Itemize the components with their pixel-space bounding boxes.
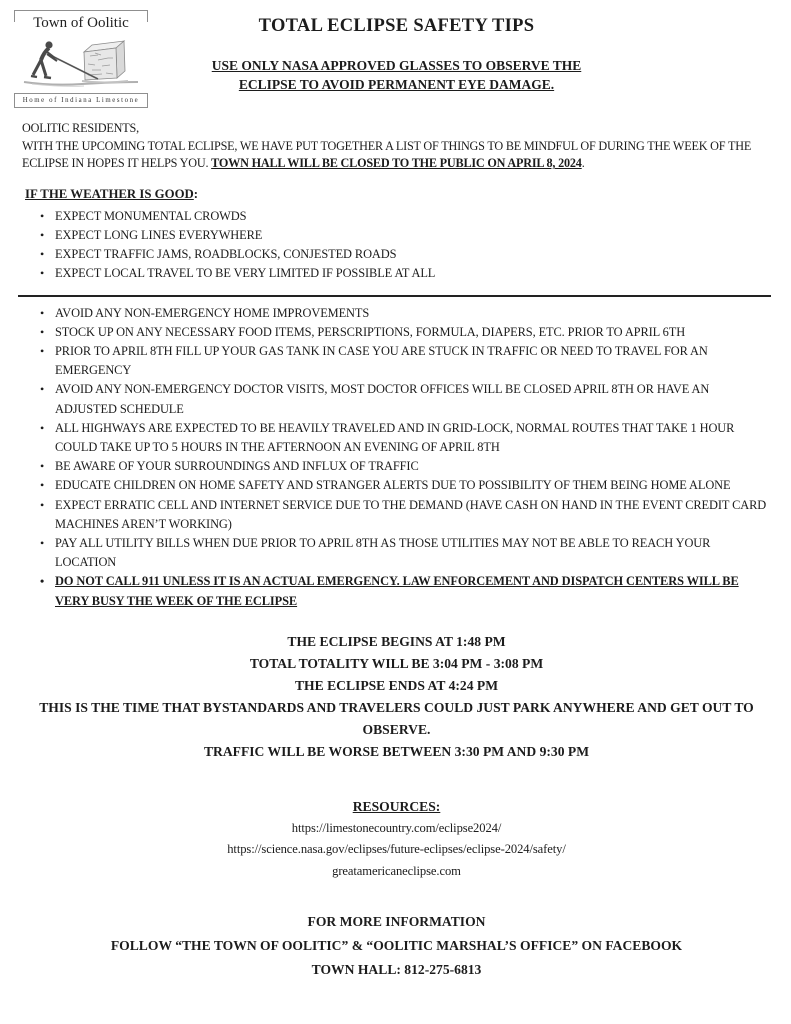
- list-item: • EXPECT TRAFFIC JAMS, ROADBLOCKS, CONJESTED ROADS: [55, 245, 771, 264]
- warning-line-2: ECLIPSE TO AVOID PERMANENT EYE DAMAGE.: [238, 77, 555, 92]
- list-item: • PAY ALL UTILITY BILLS WHEN DUE PRIOR TO APRIL 8TH AS THOSE UTILITIES MAY NOT BE ABLE TO REACH YOUR LOCATION: [55, 534, 771, 572]
- footer-contact-info: [22, 910, 771, 982]
- weather-heading-text: IF THE WEATHER IS GOOD: [25, 186, 194, 201]
- list-item: • EXPECT LOCAL TRAVEL TO BE VERY LIMITED IF POSSIBLE AT ALL: [55, 264, 771, 283]
- intro-body: [22, 138, 771, 173]
- footer-line: TOWN HALL: 812-275-6813: [311, 962, 482, 978]
- page-title: TOTAL ECLIPSE SAFETY TIPS: [258, 16, 535, 36]
- footer-line: FOLLOW “THE TOWN OF OOLITIC” & “OOLITIC MARSHAL’S OFFICE” ON FACEBOOK: [110, 938, 683, 954]
- safety-tips-list: [22, 304, 771, 611]
- weather-section: [22, 187, 771, 284]
- intro-paragraph: [22, 120, 771, 173]
- list-item: • EXPECT LONG LINES EVERYWHERE: [55, 226, 771, 245]
- safety-tips-section: [22, 304, 771, 611]
- list-item: • BE AWARE OF YOUR SURROUNDINGS AND INFLUX OF TRAFFIC: [55, 457, 771, 476]
- schedule-line: TOTAL TOTALITY WILL BE 3:04 PM - 3:08 PM: [249, 655, 544, 671]
- resources-section: [22, 796, 771, 883]
- list-item: • AVOID ANY NON-EMERGENCY HOME IMPROVEMENTS: [55, 304, 771, 323]
- resource-url-nasa: https://science.nasa.gov/eclipses/future-eclipses/eclipse-2024/safety/: [227, 842, 566, 857]
- warning-line-1: USE ONLY NASA APPROVED GLASSES TO OBSERVE THE: [211, 58, 582, 73]
- town-logo: [14, 10, 148, 108]
- schedule-line: THE ECLIPSE ENDS AT 4:24 PM: [294, 677, 499, 693]
- weather-expectations-list: [22, 207, 771, 284]
- section-divider: [18, 295, 771, 297]
- limestone-worker-illustration: [18, 36, 144, 90]
- emergency-911-warning-item: • DO NOT CALL 911 UNLESS IT IS AN ACTUAL EMERGENCY. LAW ENFORCEMENT AND DISPATCH CENTERS WILL BE VERY BUSY THE WEEK OF THE ECLIPSE: [55, 572, 771, 610]
- logo-tagline: Home of Indiana Limestone: [14, 93, 148, 108]
- resource-url-greatamericaneclipse: greatamericaneclipse.com: [332, 863, 461, 878]
- list-item: • EDUCATE CHILDREN ON HOME SAFETY AND STRANGER ALERTS DUE TO POSSIBILITY OF THEM BEING HOME ALONE: [55, 476, 771, 495]
- list-item: • STOCK UP ON ANY NECESSARY FOOD ITEMS, PERSCRIPTIONS, FORMULA, DIAPERS, ETC. PRIOR TO APRIL 6TH: [55, 323, 771, 342]
- list-item: • AVOID ANY NON-EMERGENCY DOCTOR VISITS, MOST DOCTOR OFFICES WILL BE CLOSED APRIL 8TH OR HAVE AN ADJUSTED SCHEDULE: [55, 380, 771, 418]
- intro-body-text: WITH THE UPCOMING TOTAL ECLIPSE, WE HAVE PUT TOGETHER A LIST OF THINGS TO BE MINDFUL OF DURING THE WEEK OF THE ECLIPSE IN HOPES IT HELPS YOU.: [22, 138, 752, 171]
- logo-town-name: Town of Oolitic: [14, 10, 148, 34]
- schedule-line: THE ECLIPSE BEGINS AT 1:48 PM: [287, 633, 506, 649]
- list-item: • EXPECT ERRATIC CELL AND INTERNET SERVICE DUE TO THE DEMAND (HAVE CASH ON HAND IN THE EVENT CREDIT CARD MACHINES AREN’T WORKING): [55, 496, 771, 534]
- list-item: • EXPECT MONUMENTAL CROWDS: [55, 207, 771, 226]
- town-hall-closure-notice: TOWN HALL WILL BE CLOSED TO THE PUBLIC ON APRIL 8, 2024: [211, 156, 582, 171]
- resources-heading: RESOURCES:: [352, 798, 441, 814]
- closure-period: .: [581, 156, 585, 171]
- schedule-line: TRAFFIC WILL BE WORSE BETWEEN 3:30 PM AND 9:30 PM: [203, 743, 590, 759]
- schedule-line: THIS IS THE TIME THAT BYSTANDARDS AND TRAVELERS COULD JUST PARK ANYWHERE AND GET OUT TO OBSERVE.: [39, 699, 754, 737]
- weather-section-heading: [22, 187, 771, 202]
- footer-line: FOR MORE INFORMATION: [307, 914, 486, 930]
- list-item: • PRIOR TO APRIL 8TH FILL UP YOUR GAS TANK IN CASE YOU ARE STUCK IN TRAFFIC OR NEED TO TRAVEL FOR AN EMERGENCY: [55, 342, 771, 380]
- list-item: • ALL HIGHWAYS ARE EXPECTED TO BE HEAVILY TRAVELED AND IN GRID-LOCK, NORMAL ROUTES THAT TAKE 1 HOUR COULD TAKE UP TO 5 HOURS IN THE AFTERNOON AN EVENING OF APRIL 8TH: [55, 419, 771, 457]
- eclipse-schedule: [22, 631, 771, 763]
- intro-salutation: OOLITIC RESIDENTS,: [22, 121, 139, 135]
- resource-url-limestonecountry: https://limestonecountry.com/eclipse2024/: [291, 820, 502, 835]
- weather-heading-colon: :: [193, 186, 199, 201]
